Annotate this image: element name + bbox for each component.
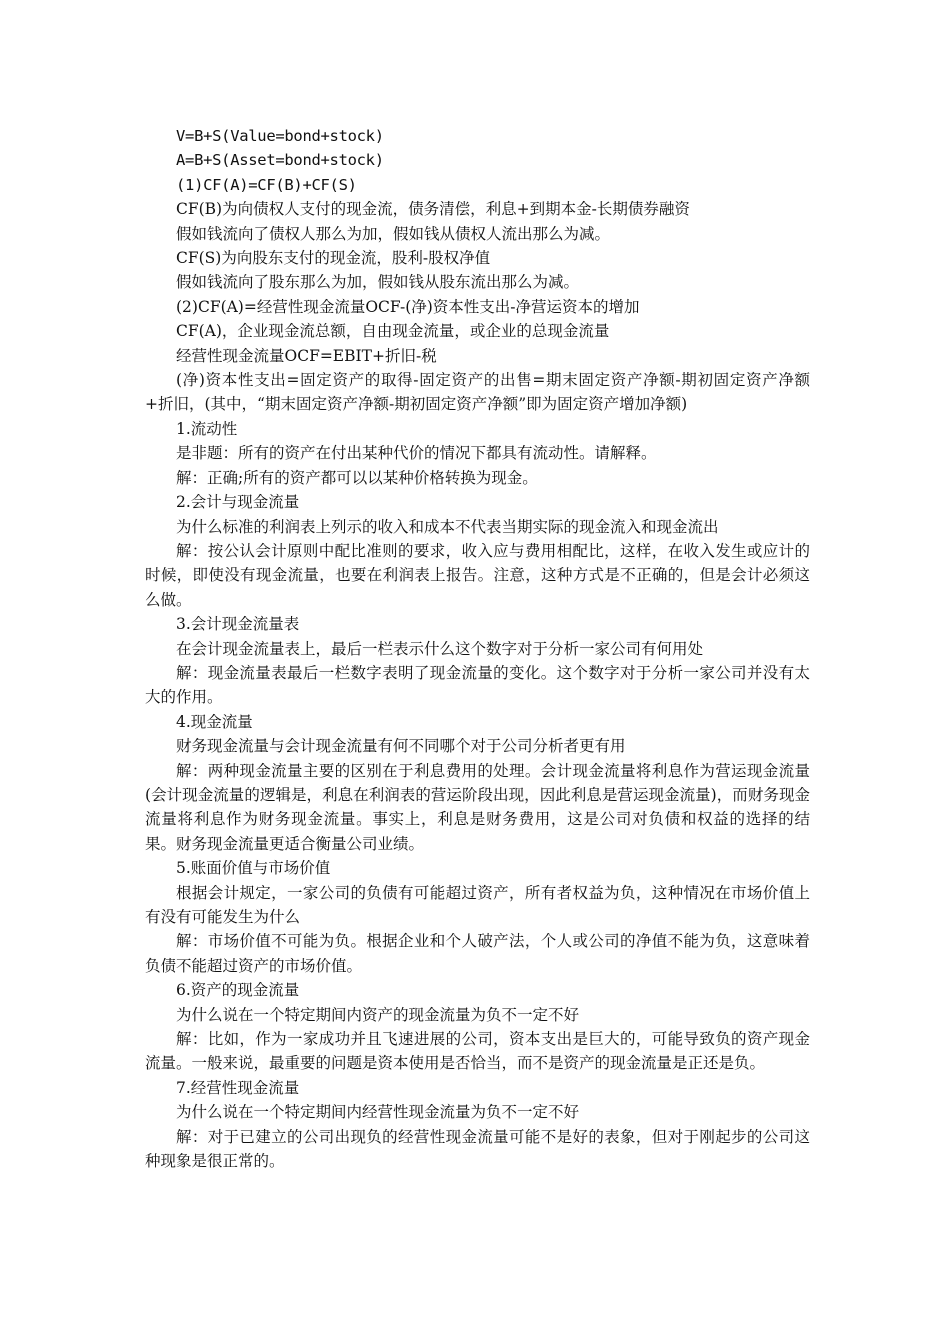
question: 财务现金流量与会计现金流量有何不同哪个对于公司分析者更有用 (176, 737, 626, 756)
answer: 解：正确;所有的资产都可以以某种价格转换为现金。 (176, 468, 538, 487)
question: 根据会计规定，一家公司的负债有可能超过资产，所有者权益为负，这种情况在市场价值上有没有可能发生为什么 (145, 883, 810, 926)
question: 为什么说在一个特定期间内资产的现金流量为负不一定不好 (176, 1005, 580, 1024)
section-heading: 6.资产的现金流量 (176, 981, 300, 1000)
section-heading: 5.账面价值与市场价值 (176, 859, 331, 878)
answer: 解：两种现金流量主要的区别在于利息费用的处理。会计现金流量将利息作为营运现金流量(会计现金流量的逻辑是，利息在利润表的营运阶段出现，因此利息是营运现金流量)，而财务现金流量将利息作为财务现金流量。事实上，利息是财务费用，这是公司对负债和权益的选择的结果。财务现金流量更适合衡量公司业绩。 (145, 761, 810, 853)
section-heading: 7.经营性现金流量 (176, 1078, 300, 1097)
paragraph-cf-a: CF(A)，企业现金流总额，自由现金流量，或企业的总现金流量 (176, 322, 610, 341)
paragraph-capex: (净)资本性支出=固定资产的取得-固定资产的出售=期末固定资产净额-期初固定资产净额+折旧，(其中，“期末固定资产净额-期初固定资产净额”即为固定资产增加净额) (145, 371, 810, 414)
section-heading: 3.会计现金流量表 (176, 615, 300, 634)
document-body (145, 124, 810, 1173)
answer: 解：比如，作为一家成功并且飞速进展的公司，资本支出是巨大的，可能导致负的资产现金流量。一般来说，最重要的问题是资本使用是否恰当，而不是资产的现金流量是正还是负。 (145, 1030, 810, 1073)
formula-cf-1: (1)CF(A)=CF(B)+CF(S) (176, 175, 357, 194)
answer: 解：对于已建立的公司出现负的经营性现金流量可能不是好的表象，但对于刚起步的公司这种现象是很正常的。 (145, 1127, 810, 1171)
formula-asset: A=B+S(Asset=bond+stock) (176, 151, 384, 170)
paragraph-cf-b: CF(B)为向债权人支付的现金流，债务清偿，利息+到期本金-长期债券融资 (176, 200, 690, 219)
formula-ocf: 经营性现金流量OCF=EBIT+折旧-税 (176, 346, 437, 365)
question: 是非题：所有的资产在付出某种代价的情况下都具有流动性。请解释。 (176, 444, 657, 463)
formula-cf-2: (2)CF(A)=经营性现金流量OCF-(净)资本性支出-净营运资本的增加 (176, 297, 640, 316)
formula-value: V=B+S(Value=bond+stock) (176, 127, 384, 145)
paragraph-creditor-flow: 假如钱流向了债权人那么为加，假如钱从债权人流出那么为减。 (176, 224, 611, 243)
question: 在会计现金流量表上，最后一栏表示什么这个数字对于分析一家公司有何用处 (176, 639, 704, 658)
answer: 解：按公认会计原则中配比准则的要求，收入应与费用相配比，这样，在收入发生或应计的时候，即使没有现金流量，也要在利润表上报告。注意，这种方式是不正确的，但是会计必须这么做。 (145, 541, 810, 609)
question: 为什么标准的利润表上列示的收入和成本不代表当期实际的现金流入和现金流出 (176, 517, 719, 536)
answer: 解：现金流量表最后一栏数字表明了现金流量的变化。这个数字对于分析一家公司并没有太大的作用。 (145, 663, 810, 707)
section-heading: 2.会计与现金流量 (176, 493, 300, 512)
paragraph-shareholder-flow: 假如钱流向了股东那么为加，假如钱从股东流出那么为减。 (176, 273, 580, 292)
paragraph-cf-s: CF(S)为向股东支付的现金流，股利-股权净值 (176, 249, 491, 268)
section-heading: 4.现金流量 (176, 712, 253, 731)
answer: 解：市场价值不可能为负。根据企业和个人破产法，个人或公司的净值不能为负，这意味着负债不能超过资产的市场价值。 (145, 932, 810, 975)
question: 为什么说在一个特定期间内经营性现金流量为负不一定不好 (176, 1103, 580, 1122)
section-heading: 1.流动性 (176, 419, 238, 438)
